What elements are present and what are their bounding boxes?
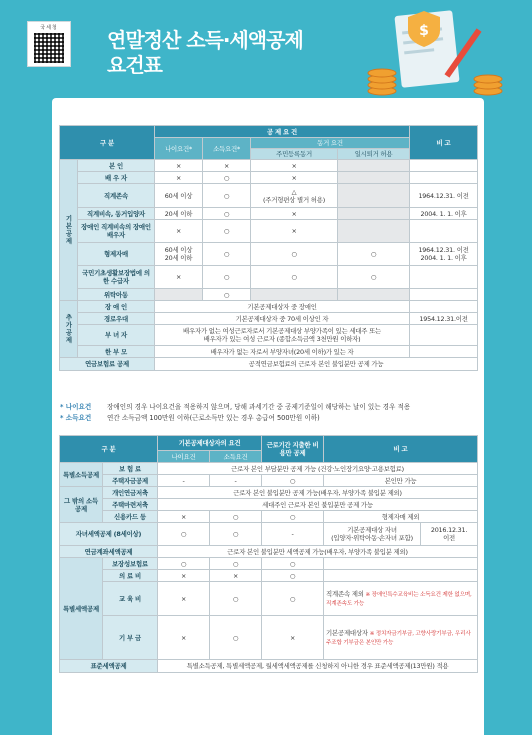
cell-age: × <box>155 266 203 289</box>
cell-temporary <box>338 220 410 243</box>
page-title <box>107 28 303 78</box>
cell-temporary: ○ <box>338 266 410 289</box>
qr-label: 국세청 <box>40 25 58 31</box>
cell-note <box>410 346 478 358</box>
row-label: 직계존속 <box>78 184 155 208</box>
row-label: 신용카드 등 <box>103 511 158 523</box>
row-label: 부 녀 자 <box>78 325 155 346</box>
cell-income: ○ <box>210 582 262 616</box>
t1-header-division: 구 분 <box>60 126 155 160</box>
cell-period: ○ <box>262 475 324 487</box>
cell-period: ○ <box>262 570 324 582</box>
row-label: 장 애 인 <box>78 301 155 313</box>
row-label: 경로우대 <box>78 313 155 325</box>
footnote-key: * 나이요건 <box>60 403 92 411</box>
footnote-age <box>60 402 480 413</box>
t2-header-period: 근로기간 지출한 비용만 공제 <box>262 436 324 463</box>
cell-note <box>410 160 478 172</box>
cell-note: 1954.12.31.이전 <box>410 313 478 325</box>
cell-income: ○ <box>203 184 251 208</box>
cell-note <box>410 220 478 243</box>
cell-note: 직계존속 제외 ※ 장애인특수교육비는 소득요건 제한 없으며, 직계존속도 가능 <box>324 582 478 616</box>
cell-registered: △ (주거형편상 별거 허용) <box>251 184 338 208</box>
cell-text: 기본공제대상자 중 장애인 <box>155 301 410 313</box>
t2-header-income: 소득요건 <box>210 451 262 463</box>
cell-note: 1964.12.31. 이전 2004. 1. 1. 이후 <box>410 243 478 266</box>
cell-income: ○ <box>203 208 251 220</box>
cell-age: × <box>158 616 210 660</box>
cell-income: × <box>210 570 262 582</box>
t1-header-note: 비 고 <box>410 126 478 160</box>
cell-text: 근로자 본인 부담분만 공제 가능 (건강·노인장기요양·고용보험료) <box>158 463 478 475</box>
footnote-income <box>60 413 480 424</box>
paper-sheet <box>52 98 484 735</box>
cell-income: ○ <box>210 558 262 570</box>
cell-text: 배우자가 없는 여성근로자로서 기본공제대상 부양가족이 있는 세대주 또는 배우자가 있는 여성 근로자 (종합소득금액 3천만원 이하자) <box>155 325 410 346</box>
t2-header-division: 구 분 <box>60 436 158 463</box>
t1-header-registered: 주민등록동거 <box>251 149 338 160</box>
row-label: 보 험 료 <box>103 463 158 475</box>
cell-temporary <box>338 289 410 301</box>
cell-age: × <box>155 220 203 243</box>
group-other-income: 그 밖의 소득공제 <box>60 487 103 523</box>
note-star: ※ 정치자금기부금, 고향사랑기부금, 우리사주조합 기부금은 본인만 가능 <box>326 630 471 646</box>
t2-header-basic: 기본공제대상자의 요건 <box>158 436 262 451</box>
row-label: 기 부 금 <box>103 616 158 660</box>
cell-income: ○ <box>210 511 262 523</box>
cell-registered: ○ <box>251 266 338 289</box>
title-line1: 연말정산 소득·세액공제 <box>107 28 303 52</box>
row-label: 직계비속, 동거입양자 <box>78 208 155 220</box>
group-special-tax: 특별세액공제 <box>60 558 103 660</box>
row-label: 형제자매 <box>78 243 155 266</box>
cell-age: × <box>155 172 203 184</box>
cell-age <box>155 289 203 301</box>
group-additional: 추가공제 <box>60 301 78 358</box>
group-special-income: 특별소득공제 <box>60 463 103 487</box>
cell-note <box>324 558 478 570</box>
row-label: 본 인 <box>78 160 155 172</box>
cell-income: ○ <box>203 289 251 301</box>
cell-age: × <box>158 582 210 616</box>
footnotes <box>60 402 480 424</box>
cell-temporary <box>338 208 410 220</box>
cell-income: ○ <box>203 243 251 266</box>
cell-note <box>410 301 478 313</box>
title-line2: 요건표 <box>107 53 162 77</box>
row-label: 개인연금저축 <box>103 487 158 499</box>
cell-note <box>410 289 478 301</box>
cell-temporary: ○ <box>338 243 410 266</box>
cell-age: × <box>158 511 210 523</box>
cell-registered: × <box>251 208 338 220</box>
row-label: 주택자금공제 <box>103 475 158 487</box>
t1-header-age: 나이요건* <box>155 138 203 160</box>
qr-code[interactable] <box>27 21 71 67</box>
row-label: 위탁아동 <box>78 289 155 301</box>
footnote-key: * 소득요건 <box>60 414 92 422</box>
cell-income: ○ <box>203 220 251 243</box>
row-label: 한 부 모 <box>78 346 155 358</box>
row-label: 국민기초생활보장법에 의한 수급자 <box>78 266 155 289</box>
cell-income: ○ <box>210 616 262 660</box>
deduction-requirements-table <box>59 125 478 371</box>
cell-text: 기본공제대상자 중 70세 이상인 자 <box>155 313 410 325</box>
cell-note <box>410 266 478 289</box>
cell-registered: × <box>251 220 338 243</box>
cell-note <box>410 325 478 346</box>
t2-header-age: 나이요건 <box>158 451 210 463</box>
coin-document-illustration <box>360 5 510 100</box>
row-label: 의 료 비 <box>103 570 158 582</box>
cell-note: 기본공제대상 자녀 (입양자·위탁아동·손자녀 포함) <box>324 523 421 546</box>
t1-header-income: 소득요건* <box>203 138 251 160</box>
qr-pattern <box>34 33 64 63</box>
row-label: 표준세액공제 <box>60 660 158 673</box>
row-label: 주택마련저축 <box>103 499 158 511</box>
cell-note-date: 2016.12.31. 이전 <box>421 523 478 546</box>
cell-temporary <box>338 184 410 208</box>
cell-income: × <box>203 160 251 172</box>
note-star: ※ 장애인특수교육비는 소득요건 제한 없으며, 직계존속도 가능 <box>326 591 472 607</box>
cell-age: - <box>158 475 210 487</box>
cell-temporary <box>338 172 410 184</box>
t2-header-note: 비 고 <box>324 436 478 463</box>
cell-note: 기본공제대상자 ※ 정치자금기부금, 고향사랑기부금, 우리사주조합 기부금은 본인만 가능 <box>324 616 478 660</box>
cell-age: × <box>158 570 210 582</box>
cell-registered: × <box>251 172 338 184</box>
cell-period: - <box>262 523 324 546</box>
cell-note: 본인만 가능 <box>324 475 478 487</box>
cell-text: 공적연금보험료의 근로자 본인 불입분만 공제 가능 <box>155 358 478 371</box>
cell-note: 1964.12.31. 이전 <box>410 184 478 208</box>
cell-registered: × <box>251 160 338 172</box>
footnote-text: 연간 소득금액 100만원 이하(근로소득만 있는 경우 총급여 500만원 이하) <box>107 414 320 422</box>
group-basic: 기본공제 <box>60 160 78 301</box>
cell-income: - <box>210 475 262 487</box>
cell-age: × <box>155 160 203 172</box>
deduction-expense-table <box>59 435 478 673</box>
cell-note <box>410 172 478 184</box>
cell-note: 형제자매 제외 <box>324 511 478 523</box>
t1-header-cohabit: 동거 요건 <box>251 138 410 149</box>
row-label: 교 육 비 <box>103 582 158 616</box>
footnote-text: 장애인의 경우 나이요건을 적용하지 않으며, 당해 과세기간 중 공제기준일이 해당하는 날이 있는 경우 적용 <box>107 403 411 411</box>
cell-text: 세대주인 근로자 본인 불입분만 공제 가능 <box>158 499 478 511</box>
cell-income: ○ <box>203 172 251 184</box>
cell-note: 2004. 1. 1. 이후 <box>410 208 478 220</box>
cell-period: ○ <box>262 511 324 523</box>
cell-period: ○ <box>262 582 324 616</box>
cell-age: 20세 이하 <box>155 208 203 220</box>
row-label: 연금보험료 공제 <box>60 358 155 371</box>
row-label: 자녀세액공제 (8세이상) <box>60 523 158 546</box>
row-label: 연금계좌세액공제 <box>60 546 158 558</box>
cell-text: 근로자 본인 불입분만 세액공제 가능(배우자, 부양가족 불입분 제외) <box>158 546 478 558</box>
cell-age: 60세 이상 20세 이하 <box>155 243 203 266</box>
cell-text: 근로자 본인 불입분만 공제 가능(배우자, 부양가족 불입분 제외) <box>158 487 478 499</box>
row-label: 장애인 직계비속의 장애인 배우자 <box>78 220 155 243</box>
cell-temporary <box>338 160 410 172</box>
cell-text: 배우자가 없는 자로서 부양자녀(20세 이하)가 있는 자 <box>155 346 410 358</box>
cell-period: × <box>262 616 324 660</box>
t1-header-requirements: 공 제 요 건 <box>155 126 410 138</box>
cell-age: ○ <box>158 558 210 570</box>
header <box>0 0 532 110</box>
cell-period: ○ <box>262 558 324 570</box>
cell-income: ○ <box>210 523 262 546</box>
cell-registered: ○ <box>251 243 338 266</box>
cell-note <box>324 570 478 582</box>
row-label: 보장성보험료 <box>103 558 158 570</box>
cell-text: 특별소득공제, 특별세액공제, 월세액세액공제를 신청하지 아니한 경우 표준세액공제(13만원) 적용 <box>158 660 478 673</box>
t1-header-temporary: 일시퇴거 허용 <box>338 149 410 160</box>
cell-registered <box>251 289 338 301</box>
cell-income: ○ <box>203 266 251 289</box>
row-label: 배 우 자 <box>78 172 155 184</box>
cell-age: 60세 이상 <box>155 184 203 208</box>
cell-age: ○ <box>158 523 210 546</box>
svg-text:$: $ <box>419 23 429 39</box>
